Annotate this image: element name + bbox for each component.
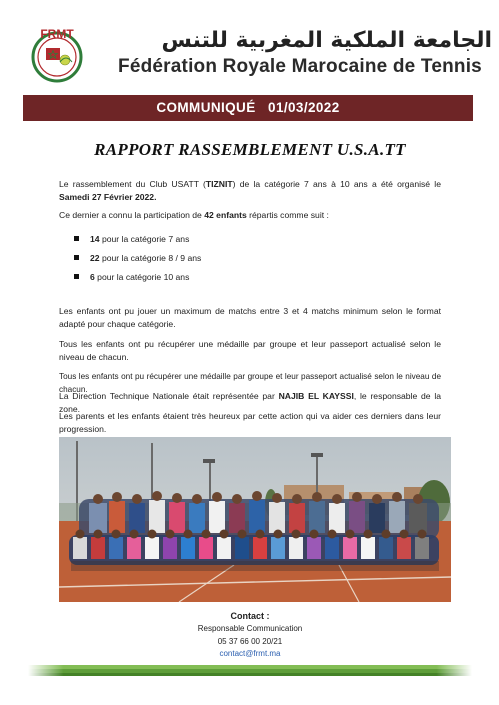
federation-title: Fédération Royale Marocaine de Tennis	[118, 56, 482, 77]
bullet-icon	[74, 274, 79, 279]
text-run: La Direction Technique Nationale était représentée par	[59, 391, 279, 401]
paragraph-medals-repeat: Tous les enfants ont pu récupérer une médaille par groupe et leur passeport actualisé selon le niveau de chacun.	[59, 372, 441, 394]
text-run: , le responsable de la zone.	[59, 391, 442, 414]
club-city: TIZNIT	[205, 179, 233, 189]
representative-name: NAJIB EL KAYSSI	[278, 391, 354, 401]
list-item	[74, 233, 374, 252]
list-item	[74, 271, 374, 290]
frmt-logo-icon	[26, 24, 88, 84]
group-photo	[59, 437, 451, 602]
event-date: Samedi 27 Février 2022.	[59, 191, 157, 202]
text-run: Le rassemblement du Club USATT (	[59, 179, 206, 189]
category-count: 14	[90, 234, 100, 244]
text-run: ) de la catégorie 7 ans à 10 ans a été organisé le	[232, 179, 441, 189]
category-label: pour la catégorie 7 ans	[99, 234, 190, 244]
paragraph-medals: Tous les enfants ont pu récupérer une médaille par groupe et leur passeport actualisé selon le niveau de chacun.	[59, 339, 441, 362]
paragraph-closing: Les parents et les enfants étaient très heureux par cette action qui va aider ces derniers dans leur progression.	[59, 411, 441, 434]
contact-role: Responsable Communication	[197, 624, 303, 633]
bullet-icon	[74, 255, 79, 260]
logo-text: FRMT	[40, 27, 74, 41]
paragraph-intro	[59, 178, 441, 203]
report-title: RAPPORT RASSEMBLEMENT U.S.A.TT	[94, 140, 406, 159]
bullet-icon	[74, 236, 79, 241]
crowd	[69, 491, 439, 571]
category-label: pour la catégorie 10 ans	[94, 272, 190, 282]
category-label: pour la catégorie 8 / 9 ans	[99, 253, 202, 263]
paragraph-participation	[59, 209, 441, 222]
text-run: Ce dernier a connu la participation de	[59, 210, 205, 220]
contact-phone: 05 37 66 00 20/21	[217, 637, 283, 646]
grass-footer-decoration	[28, 663, 472, 678]
paragraph-matches: Les enfants ont pu jouer un maximum de matchs entre 3 et 4 matchs minimum selon le format adapté pour chaque catégorie.	[59, 306, 441, 329]
letterhead	[22, 22, 492, 88]
arabic-title: الجامعة الملكية المغربية للتنس	[161, 28, 492, 53]
contact-title: Contact :	[230, 611, 270, 621]
category-count: 22	[90, 253, 100, 263]
list-item	[74, 252, 374, 271]
text-run: répartis comme suit :	[246, 210, 329, 220]
participant-count: 42 enfants	[204, 210, 247, 220]
category-count: 6	[90, 272, 95, 282]
contact-email-link[interactable]: contact@frmt.ma	[219, 649, 281, 658]
category-list	[74, 233, 374, 290]
communique-banner: COMMUNIQUÉ 01/03/2022	[23, 95, 473, 121]
